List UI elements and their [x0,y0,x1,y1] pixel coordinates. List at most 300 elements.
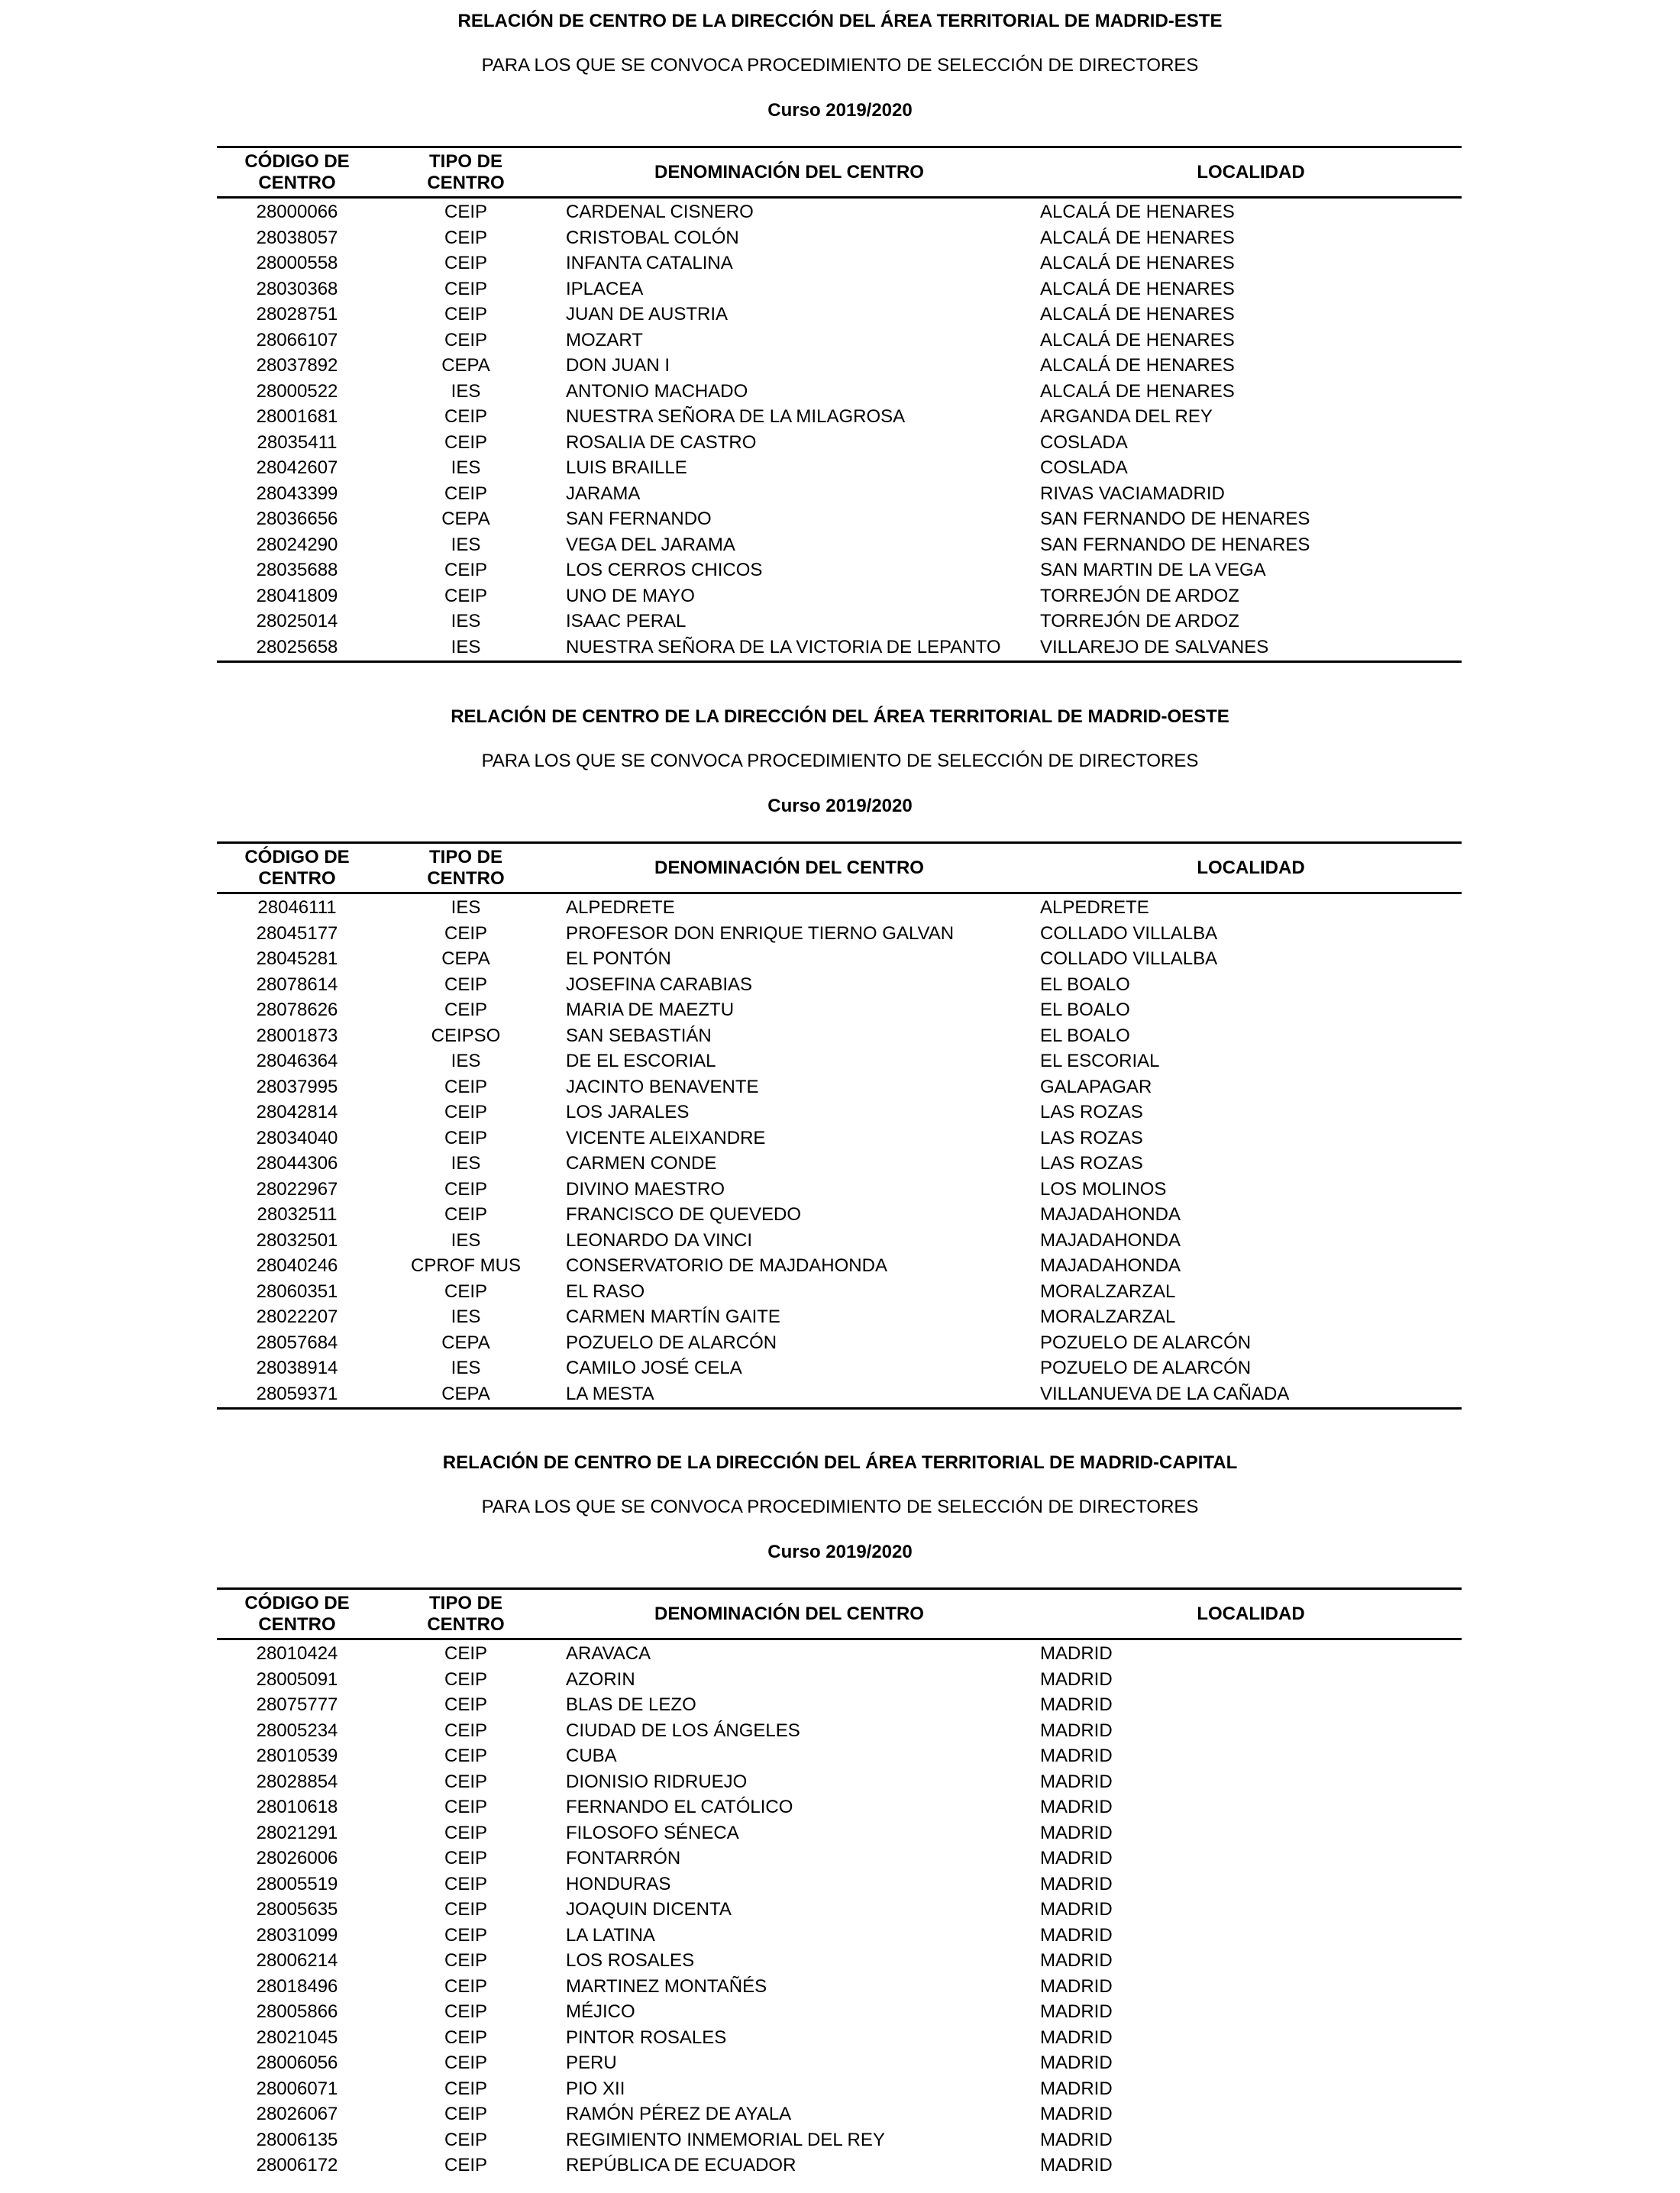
table-row [217,2127,1462,2153]
cell-localidad: MADRID [1040,1643,1113,1664]
cell-localidad: LAS ROZAS [1040,1127,1143,1148]
cell-denominacion: DON JUAN I [566,355,670,376]
table-row [217,1048,1462,1074]
cell-localidad: LAS ROZAS [1040,1153,1143,1174]
cell-codigo: 28038057 [256,227,338,248]
table-row [217,2101,1462,2127]
table-row [217,583,1462,609]
cell-codigo: 28036656 [256,509,338,529]
cell-denominacion: CONSERVATORIO DE MAJDAHONDA [566,1255,887,1276]
table-row [217,1692,1462,1718]
cell-denominacion: LUIS BRAILLE [566,457,687,478]
table-row [217,1718,1462,1744]
cell-codigo: 28078626 [256,1000,338,1020]
table-row [217,1151,1462,1177]
cell-tipo: CEIP [444,1848,487,1868]
header-tipo: TIPO DE CENTRO [427,846,505,889]
cell-localidad: COSLADA [1040,431,1128,453]
cell-localidad: MAJADAHONDA [1040,1255,1181,1276]
cell-tipo: CEIP [444,2053,487,2073]
cell-tipo: CEIP [444,329,487,350]
cell-localidad: MADRID [1040,2053,1113,2073]
table-row [217,1279,1462,1305]
table-row [217,2076,1462,2102]
cell-localidad: VILLANUEVA DE LA CAÑADA [1040,1383,1290,1404]
cell-denominacion: POZUELO DE ALARCÓN [566,1332,777,1353]
cell-tipo: CEIP [444,922,487,944]
section-title: RELACIÓN DE CENTRO DE LA DIRECCIÓN DEL ÁREA TERRITORIAL DE MADRID-CAPITAL [442,1452,1238,1473]
cell-localidad: EL BOALO [1040,1000,1130,1020]
cell-denominacion: EL PONTÓN [566,948,671,969]
cell-denominacion: CARDENAL CISNERO [566,202,754,222]
cell-tipo: IES [451,457,481,478]
cell-localidad: MADRID [1040,1848,1113,1868]
table-row [217,895,1462,921]
cell-tipo: CEIP [444,483,487,504]
cell-tipo: IES [451,1358,481,1378]
table-row [217,2050,1462,2076]
centers-table [217,1587,1462,2179]
table-bottom-rule [217,660,1462,663]
cell-denominacion: CAMILO JOSÉ CELA [566,1358,742,1378]
cell-codigo: 28001873 [256,1025,338,1046]
cell-tipo: CEIP [444,1127,487,1148]
table-row [217,1100,1462,1126]
table-row [217,1769,1462,1795]
cell-codigo: 28030368 [256,278,338,299]
cell-denominacion: ALPEDRETE [566,897,675,918]
cell-codigo: 28045281 [256,948,338,969]
cell-localidad: MORALZARZAL [1040,1306,1176,1327]
cell-localidad: EL ESCORIAL [1040,1051,1160,1071]
cell-denominacion: REGIMIENTO INMEMORIAL DEL REY [566,2129,885,2150]
cell-codigo: 28021291 [256,1822,338,1843]
cell-denominacion: HONDURAS [566,1873,671,1894]
cell-denominacion: NUESTRA SEÑORA DE LA VICTORIA DE LEPANTO [566,636,1001,657]
table-row [217,379,1462,405]
cell-codigo: 28034040 [256,1127,338,1148]
cell-codigo: 28000066 [256,202,338,222]
cell-denominacion: BLAS DE LEZO [566,1694,696,1715]
table-row [217,609,1462,635]
cell-codigo: 28032511 [257,1204,338,1225]
cell-denominacion: SAN SEBASTIÁN [566,1025,712,1046]
header-codigo: CÓDIGO DE CENTRO [244,846,350,889]
cell-codigo: 28075777 [256,1694,338,1715]
cell-codigo: 28031099 [256,1924,338,1946]
cell-codigo: 28038914 [256,1358,338,1378]
table-row [217,1023,1462,1049]
cell-denominacion: DE EL ESCORIAL [566,1051,716,1071]
cell-codigo: 28060351 [256,1281,338,1302]
cell-denominacion: ARAVACA [566,1643,651,1664]
section-title: RELACIÓN DE CENTRO DE LA DIRECCIÓN DEL ÁREA TERRITORIAL DE MADRID-OESTE [451,706,1229,727]
table-body [217,1640,1462,2179]
cell-denominacion: ROSALIA DE CASTRO [566,431,757,453]
cell-denominacion: REPÚBLICA DE ECUADOR [566,2155,796,2175]
cell-localidad: GALAPAGAR [1040,1076,1152,1097]
cell-denominacion: JUAN DE AUSTRIA [566,304,729,325]
cell-tipo: IES [451,380,481,402]
cell-denominacion: LOS ROSALES [566,1950,695,1971]
cell-localidad: VILLAREJO DE SALVANES [1040,636,1269,657]
cell-localidad: MADRID [1040,2027,1113,2048]
table-row [217,302,1462,328]
cell-codigo: 28022207 [256,1306,338,1327]
course-year: Curso 2019/2020 [767,100,913,121]
cell-localidad: MADRID [1040,1899,1113,1920]
cell-tipo: CEIP [444,1643,487,1664]
cell-codigo: 28021045 [256,2027,338,2048]
table-row [217,1641,1462,1667]
cell-denominacion: CIUDAD DE LOS ÁNGELES [566,1720,800,1741]
cell-localidad: EL BOALO [1040,974,1130,995]
table-row [217,1126,1462,1151]
cell-localidad: ALCALÁ DE HENARES [1040,278,1235,299]
cell-tipo: CEIPSO [431,1025,501,1046]
cell-localidad: EL BOALO [1040,1025,1130,1046]
table-row [217,635,1462,660]
cell-localidad: MADRID [1040,1771,1113,1792]
cell-localidad: MORALZARZAL [1040,1281,1176,1302]
cell-tipo: CEIP [444,1000,487,1020]
cell-denominacion: FONTARRÓN [566,1848,681,1868]
header-codigo: CÓDIGO DE CENTRO [244,1592,350,1635]
cell-denominacion: SAN FERNANDO [566,509,712,529]
table-row [217,532,1462,558]
cell-localidad: MADRID [1040,1668,1113,1690]
cell-localidad: SAN MARTIN DE LA VEGA [1040,560,1266,580]
cell-tipo: CEIP [444,1668,487,1690]
cell-tipo: IES [451,611,481,631]
cell-codigo: 28018496 [256,1975,338,1997]
cell-codigo: 28037995 [256,1076,338,1097]
course-year: Curso 2019/2020 [767,1542,913,1562]
table-row [217,1897,1462,1923]
cell-tipo: CEIP [444,2001,487,2022]
table-row [217,225,1462,251]
cell-codigo: 28035411 [257,431,338,453]
cell-codigo: 28041809 [256,585,338,606]
cell-tipo: CEIP [444,1822,487,1843]
table-row [217,1999,1462,2025]
cell-denominacion: CRISTOBAL COLÓN [566,227,739,248]
table-row [217,1667,1462,1693]
cell-denominacion: JACINTO BENAVENTE [566,1076,759,1097]
cell-denominacion: IPLACEA [566,278,644,299]
cell-tipo: IES [451,897,481,918]
cell-tipo: CEIP [444,1746,487,1766]
cell-codigo: 28045177 [256,922,338,944]
cell-denominacion: PINTOR ROSALES [566,2027,727,2048]
cell-tipo: CEIP [444,2027,487,2048]
cell-tipo: CEIP [444,2078,487,2099]
table-row [217,1177,1462,1203]
cell-denominacion: FRANCISCO DE QUEVEDO [566,1204,802,1225]
cell-tipo: IES [451,636,481,657]
cell-codigo: 28028854 [256,1771,338,1792]
cell-tipo: CEIP [444,202,487,222]
centers-table [217,841,1462,1410]
table-row [217,2025,1462,2051]
cell-tipo: CEIP [444,1076,487,1097]
cell-tipo: CEIP [444,406,487,427]
cell-localidad: COSLADA [1040,457,1128,478]
cell-localidad: TORREJÓN DE ARDOZ [1040,585,1239,606]
table-row [217,1381,1462,1407]
cell-localidad: ALCALÁ DE HENARES [1040,380,1235,402]
cell-tipo: CEIP [444,1694,487,1715]
cell-localidad: SAN FERNANDO DE HENARES [1040,534,1310,555]
cell-tipo: CEPA [441,1383,490,1404]
table-row [217,455,1462,481]
cell-tipo: CEIP [444,1975,487,1997]
table-row [217,481,1462,507]
table-body [217,894,1462,1407]
cell-denominacion: LOS JARALES [566,1102,690,1122]
cell-localidad: MADRID [1040,2078,1113,2099]
table-row [217,1820,1462,1846]
cell-localidad: ALCALÁ DE HENARES [1040,329,1235,350]
cell-localidad: MAJADAHONDA [1040,1204,1181,1225]
cell-denominacion: ISAAC PERAL [566,611,687,631]
cell-tipo: CEIP [444,227,487,248]
table-row [217,1355,1462,1381]
cell-denominacion: MÉJICO [566,2001,635,2022]
table-row [217,946,1462,972]
cell-localidad: MADRID [1040,1924,1113,1946]
cell-denominacion: LA LATINA [566,1924,655,1946]
table-body [217,199,1462,660]
header-localidad: LOCALIDAD [1197,857,1305,878]
section-title: RELACIÓN DE CENTRO DE LA DIRECCIÓN DEL ÁREA TERRITORIAL DE MADRID-ESTE [457,11,1223,31]
cell-denominacion: AZORIN [566,1668,635,1690]
cell-codigo: 28028751 [256,304,338,325]
cell-localidad: ARGANDA DEL REY [1040,406,1213,427]
cell-tipo: IES [451,1051,481,1071]
cell-localidad: LAS ROZAS [1040,1102,1143,1122]
cell-denominacion: JOAQUIN DICENTA [566,1899,732,1920]
table-row [217,1846,1462,1872]
cell-codigo: 28044306 [256,1153,338,1174]
cell-codigo: 28059371 [256,1383,338,1404]
cell-tipo: IES [451,1306,481,1327]
table-row [217,506,1462,532]
cell-localidad: MADRID [1040,1822,1113,1843]
cell-codigo: 28022967 [256,1178,338,1200]
cell-tipo: CEIP [444,1281,487,1302]
cell-codigo: 28005234 [256,1720,338,1741]
cell-tipo: CEIP [444,1950,487,1971]
cell-denominacion: VEGA DEL JARAMA [566,534,735,555]
cell-denominacion: ANTONIO MACHADO [566,380,748,402]
cell-localidad: MADRID [1040,1746,1113,1766]
cell-codigo: 28000522 [256,380,338,402]
cell-codigo: 28032501 [256,1229,338,1251]
cell-denominacion: INFANTA CATALINA [566,253,733,273]
table-header [217,844,1462,892]
cell-localidad: COLLADO VILLALBA [1040,948,1218,969]
cell-localidad: MADRID [1040,1694,1113,1715]
cell-tipo: CEIP [444,1873,487,1894]
table-row [217,353,1462,379]
table-row [217,430,1462,456]
table-bottom-rule [217,1407,1462,1410]
cell-codigo: 28005091 [256,1668,338,1690]
cell-denominacion: CUBA [566,1746,617,1766]
table-header [217,148,1462,196]
cell-tipo: CEIP [444,304,487,325]
cell-codigo: 28057684 [256,1332,338,1353]
cell-codigo: 28025658 [256,636,338,657]
cell-localidad: MADRID [1040,1975,1113,1997]
cell-tipo: CEPA [441,509,490,529]
section-subtitle: PARA LOS QUE SE CONVOCA PROCEDIMIENTO DE SELECCIÓN DE DIRECTORES [481,1497,1199,1517]
cell-denominacion: UNO DE MAYO [566,585,695,606]
table-row [217,1872,1462,1897]
cell-tipo: CEIP [444,431,487,453]
table-row [217,1974,1462,2000]
cell-denominacion: CARMEN CONDE [566,1153,717,1174]
cell-codigo: 28025014 [256,611,338,631]
table-row [217,2153,1462,2178]
cell-codigo: 28046111 [257,897,337,918]
cell-localidad: ALCALÁ DE HENARES [1040,227,1235,248]
cell-tipo: IES [451,534,481,555]
cell-tipo: CEIP [444,585,487,606]
cell-tipo: CEPA [441,948,490,969]
cell-denominacion: VICENTE ALEIXANDRE [566,1127,766,1148]
cell-codigo: 28006056 [256,2053,338,2073]
section-subtitle: PARA LOS QUE SE CONVOCA PROCEDIMIENTO DE SELECCIÓN DE DIRECTORES [481,751,1199,771]
table-row [217,921,1462,947]
cell-denominacion: PROFESOR DON ENRIQUE TIERNO GALVAN [566,922,955,944]
table-row [217,1923,1462,1949]
header-codigo: CÓDIGO DE CENTRO [244,150,350,193]
cell-tipo: IES [451,1229,481,1251]
cell-codigo: 28078614 [256,974,338,995]
cell-tipo: CPROF MUS [411,1255,521,1276]
cell-denominacion: MARIA DE MAEZTU [566,1000,735,1020]
section-subtitle: PARA LOS QUE SE CONVOCA PROCEDIMIENTO DE SELECCIÓN DE DIRECTORES [481,55,1199,76]
cell-tipo: CEIP [444,253,487,273]
cell-tipo: CEIP [444,560,487,580]
cell-denominacion: FILOSOFO SÉNECA [566,1822,739,1843]
cell-localidad: SAN FERNANDO DE HENARES [1040,509,1310,529]
cell-localidad: MADRID [1040,1873,1113,1894]
header-tipo: TIPO DE CENTRO [427,150,505,193]
table-row [217,997,1462,1023]
cell-codigo: 28066107 [256,329,338,350]
cell-localidad: MADRID [1040,2155,1113,2175]
table-row [217,1253,1462,1279]
cell-codigo: 28010424 [256,1643,338,1664]
header-denominacion: DENOMINACIÓN DEL CENTRO [654,857,924,878]
cell-localidad: LOS MOLINOS [1040,1178,1167,1200]
cell-tipo: CEIP [444,1899,487,1920]
cell-denominacion: MOZART [566,329,643,350]
cell-tipo: CEIP [444,2104,487,2124]
cell-tipo: CEIP [444,1204,487,1225]
cell-localidad: RIVAS VACIAMADRID [1040,483,1225,504]
table-row [217,1743,1462,1769]
cell-codigo: 28042814 [256,1102,338,1122]
cell-codigo: 28010539 [256,1746,338,1766]
cell-tipo: CEPA [441,355,490,376]
table-row [217,276,1462,302]
cell-codigo: 28010618 [256,1797,338,1817]
cell-localidad: MADRID [1040,2104,1113,2124]
cell-denominacion: JARAMA [566,483,641,504]
centers-table [217,146,1462,663]
cell-denominacion: PERU [566,2053,617,2073]
cell-denominacion: CARMEN MARTÍN GAITE [566,1306,780,1327]
cell-localidad: COLLADO VILLALBA [1040,922,1218,944]
table-row [217,1202,1462,1228]
cell-codigo: 28026067 [256,2104,338,2124]
cell-codigo: 28006135 [256,2129,338,2150]
cell-tipo: CEIP [444,974,487,995]
cell-tipo: CEIP [444,278,487,299]
cell-denominacion: FERNANDO EL CATÓLICO [566,1797,793,1817]
cell-codigo: 28000558 [256,253,338,273]
cell-tipo: CEIP [444,1924,487,1946]
cell-denominacion: DIVINO MAESTRO [566,1178,725,1200]
cell-tipo: CEIP [444,1771,487,1792]
cell-localidad: TORREJÓN DE ARDOZ [1040,611,1239,631]
cell-localidad: MADRID [1040,2129,1113,2150]
cell-codigo: 28037892 [256,355,338,376]
header-tipo: TIPO DE CENTRO [427,1592,505,1635]
cell-localidad: ALCALÁ DE HENARES [1040,355,1235,376]
cell-denominacion: MARTINEZ MONTAÑÉS [566,1975,767,1997]
cell-codigo: 28006071 [256,2078,338,2099]
cell-denominacion: LOS CERROS CHICOS [566,560,763,580]
cell-localidad: ALCALÁ DE HENARES [1040,253,1235,273]
table-row [217,557,1462,583]
cell-denominacion: RAMÓN PÉREZ DE AYALA [566,2104,792,2124]
cell-codigo: 28005635 [256,1899,338,1920]
cell-tipo: CEIP [444,1178,487,1200]
header-denominacion: DENOMINACIÓN DEL CENTRO [654,161,924,182]
table-row [217,250,1462,276]
table-row [217,328,1462,354]
header-localidad: LOCALIDAD [1197,1603,1305,1624]
cell-denominacion: DIONISIO RIDRUEJO [566,1771,748,1792]
cell-denominacion: LEONARDO DA VINCI [566,1229,753,1251]
table-row [217,1304,1462,1330]
cell-codigo: 28042607 [256,457,338,478]
cell-codigo: 28006214 [256,1950,338,1971]
cell-codigo: 28026006 [256,1848,338,1868]
cell-codigo: 28046364 [256,1051,338,1071]
cell-denominacion: LA MESTA [566,1383,654,1404]
cell-codigo: 28005519 [256,1873,338,1894]
cell-localidad: MADRID [1040,1720,1113,1741]
cell-denominacion: NUESTRA SEÑORA DE LA MILAGROSA [566,406,906,427]
cell-codigo: 28043399 [256,483,338,504]
cell-denominacion: EL RASO [566,1281,645,1302]
cell-localidad: ALCALÁ DE HENARES [1040,202,1235,222]
header-denominacion: DENOMINACIÓN DEL CENTRO [654,1603,924,1624]
table-row [217,1794,1462,1820]
table-row [217,1948,1462,1974]
cell-tipo: IES [451,1153,481,1174]
cell-localidad: MAJADAHONDA [1040,1229,1181,1251]
table-row [217,404,1462,430]
table-row [217,1074,1462,1100]
table-row [217,1330,1462,1356]
